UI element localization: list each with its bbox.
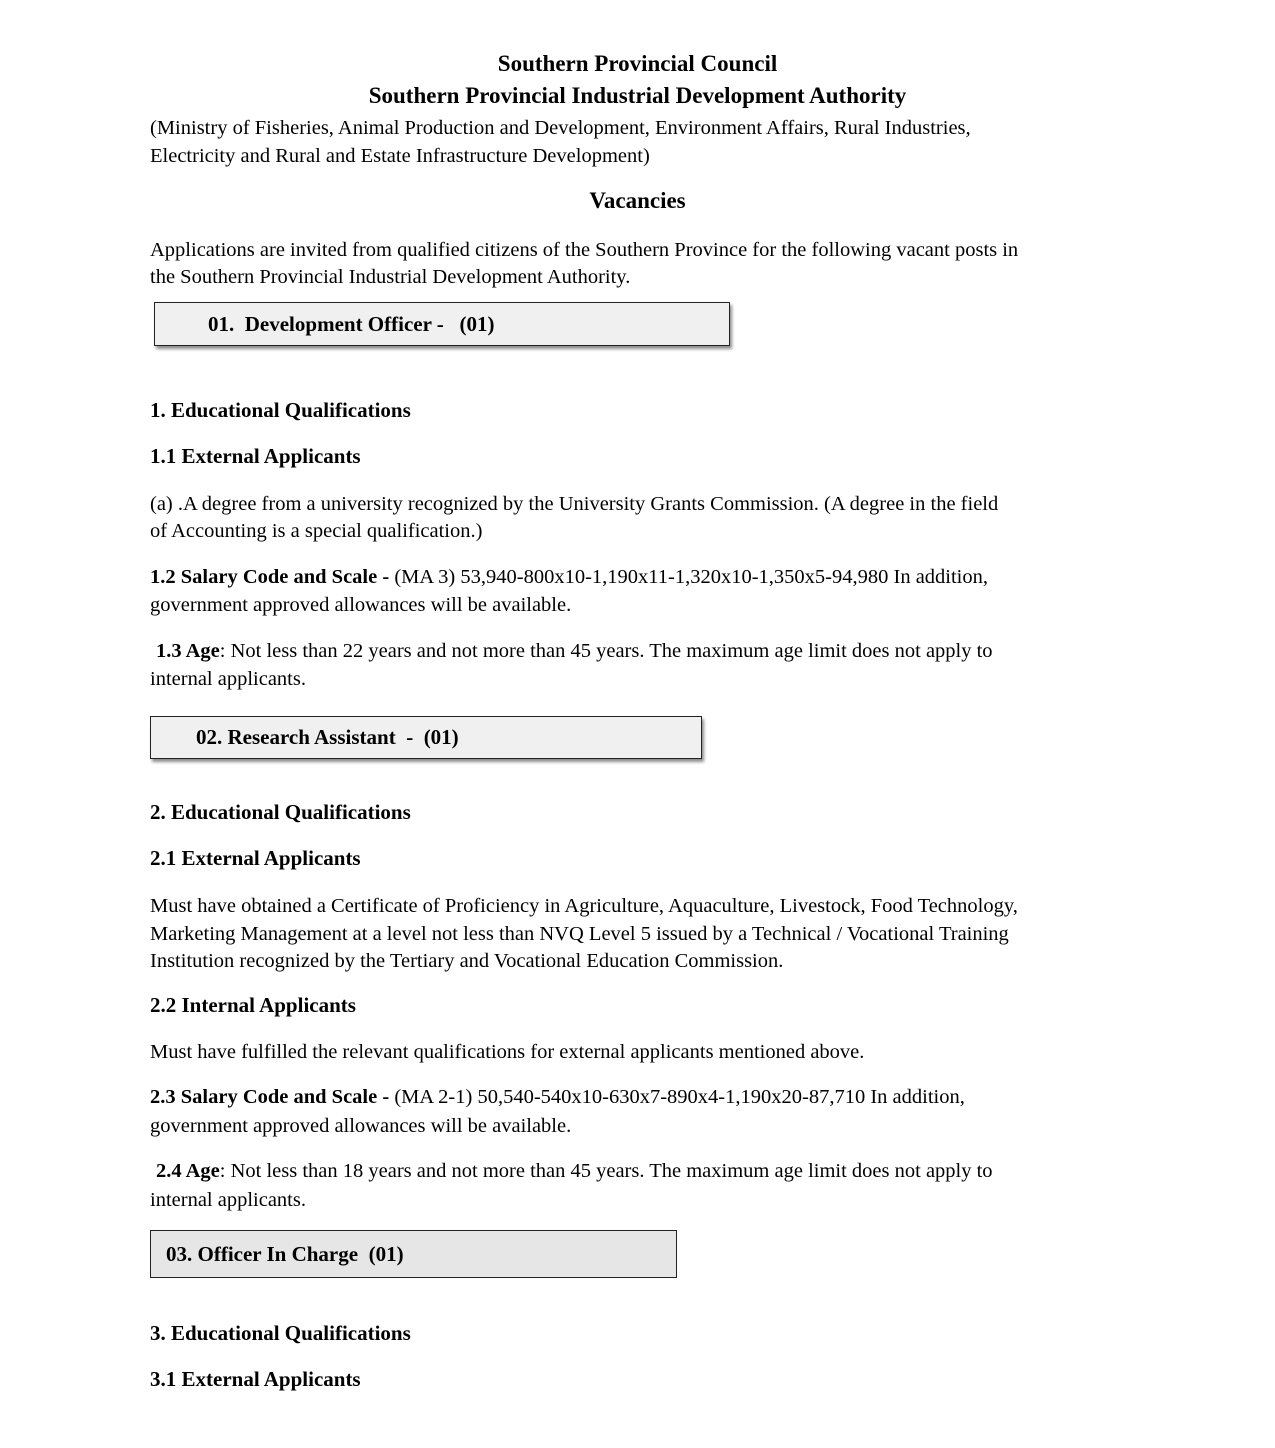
intro-line-2: the Southern Provincial Industrial Development Authority. <box>150 266 631 288</box>
age-1-line-1 <box>156 637 993 665</box>
int-text-2: Must have fulfilled the relevant qualifications for external applicants mentioned above. <box>150 1041 865 1063</box>
post-box-research-assistant <box>150 716 702 759</box>
salary-2-line-1 <box>150 1083 965 1111</box>
council-title: Southern Provincial Council <box>497 51 778 76</box>
salary-2-line-2: government approved allowances will be available. <box>150 1115 572 1137</box>
post-box-label: 01. Development Officer - (01) <box>208 311 495 336</box>
post-box-officer-in-charge <box>150 1230 677 1278</box>
ministry-line-1: (Ministry of Fisheries, Animal Production and Development, Environment Affairs, Rural Industries, <box>150 117 971 139</box>
intro-line-1: Applications are invited from qualified citizens of the Southern Province for the following vacant posts in <box>150 239 1019 261</box>
post-box-development-officer <box>154 302 730 346</box>
ext-heading-1: 1.1 External Applicants <box>150 444 361 468</box>
edu-heading-3: 3. Educational Qualifications <box>150 1321 411 1345</box>
age-1-line-2: internal applicants. <box>150 668 306 690</box>
ext-text-2-line-2: Marketing Management at a level not less than NVQ Level 5 issued by a Technical / Vocational Training <box>150 923 1009 945</box>
salary-1-label: 1.2 Salary Code and Scale - <box>150 566 390 588</box>
int-heading-2: 2.2 Internal Applicants <box>150 993 356 1017</box>
vacancies-heading: Vacancies <box>589 188 686 213</box>
post-box-label: 02. Research Assistant - (01) <box>196 725 459 749</box>
edu-heading-1: 1. Educational Qualifications <box>150 398 411 422</box>
age-2-line-2: internal applicants. <box>150 1189 306 1211</box>
salary-1-line-1 <box>150 563 988 591</box>
salary-1-line-2: government approved allowances will be available. <box>150 594 572 616</box>
salary-1-text: (MA 3) 53,940-800x10-1,190x11-1,320x10-1,350x5-94,980 In addition, <box>389 566 989 588</box>
ext-text-1-line-2: of Accounting is a special qualification.) <box>150 520 483 542</box>
ext-text-2-line-1: Must have obtained a Certificate of Proficiency in Agriculture, Aquaculture, Livestock, Food Technology, <box>150 895 1018 917</box>
ministry-line-2: Electricity and Rural and Estate Infrastructure Development) <box>150 145 650 167</box>
post-box-label: 03. Officer In Charge (01) <box>166 1241 404 1266</box>
salary-2-label: 2.3 Salary Code and Scale - <box>150 1086 390 1108</box>
age-2-label: 2.4 Age <box>156 1160 220 1182</box>
ext-text-1-line-1: (a) .A degree from a university recognized by the University Grants Commission. (A degree in the field <box>150 493 999 515</box>
salary-2-text: (MA 2-1) 50,540-540x10-630x7-890x4-1,190x20-87,710 In addition, <box>389 1086 965 1108</box>
edu-heading-2: 2. Educational Qualifications <box>150 800 411 824</box>
age-1-text: : Not less than 22 years and not more than 45 years. The maximum age limit does not apply to <box>219 640 993 662</box>
ext-text-2-line-3: Institution recognized by the Tertiary and Vocational Education Commission. <box>150 950 784 972</box>
age-2-line-1 <box>156 1157 993 1185</box>
age-1-label: 1.3 Age <box>156 640 220 662</box>
age-2-text: : Not less than 18 years and not more than 45 years. The maximum age limit does not apply to <box>219 1160 993 1182</box>
ext-heading-2: 2.1 External Applicants <box>150 846 361 870</box>
authority-title: Southern Provincial Industrial Development Authority <box>368 83 907 108</box>
ext-heading-3: 3.1 External Applicants <box>150 1367 361 1391</box>
